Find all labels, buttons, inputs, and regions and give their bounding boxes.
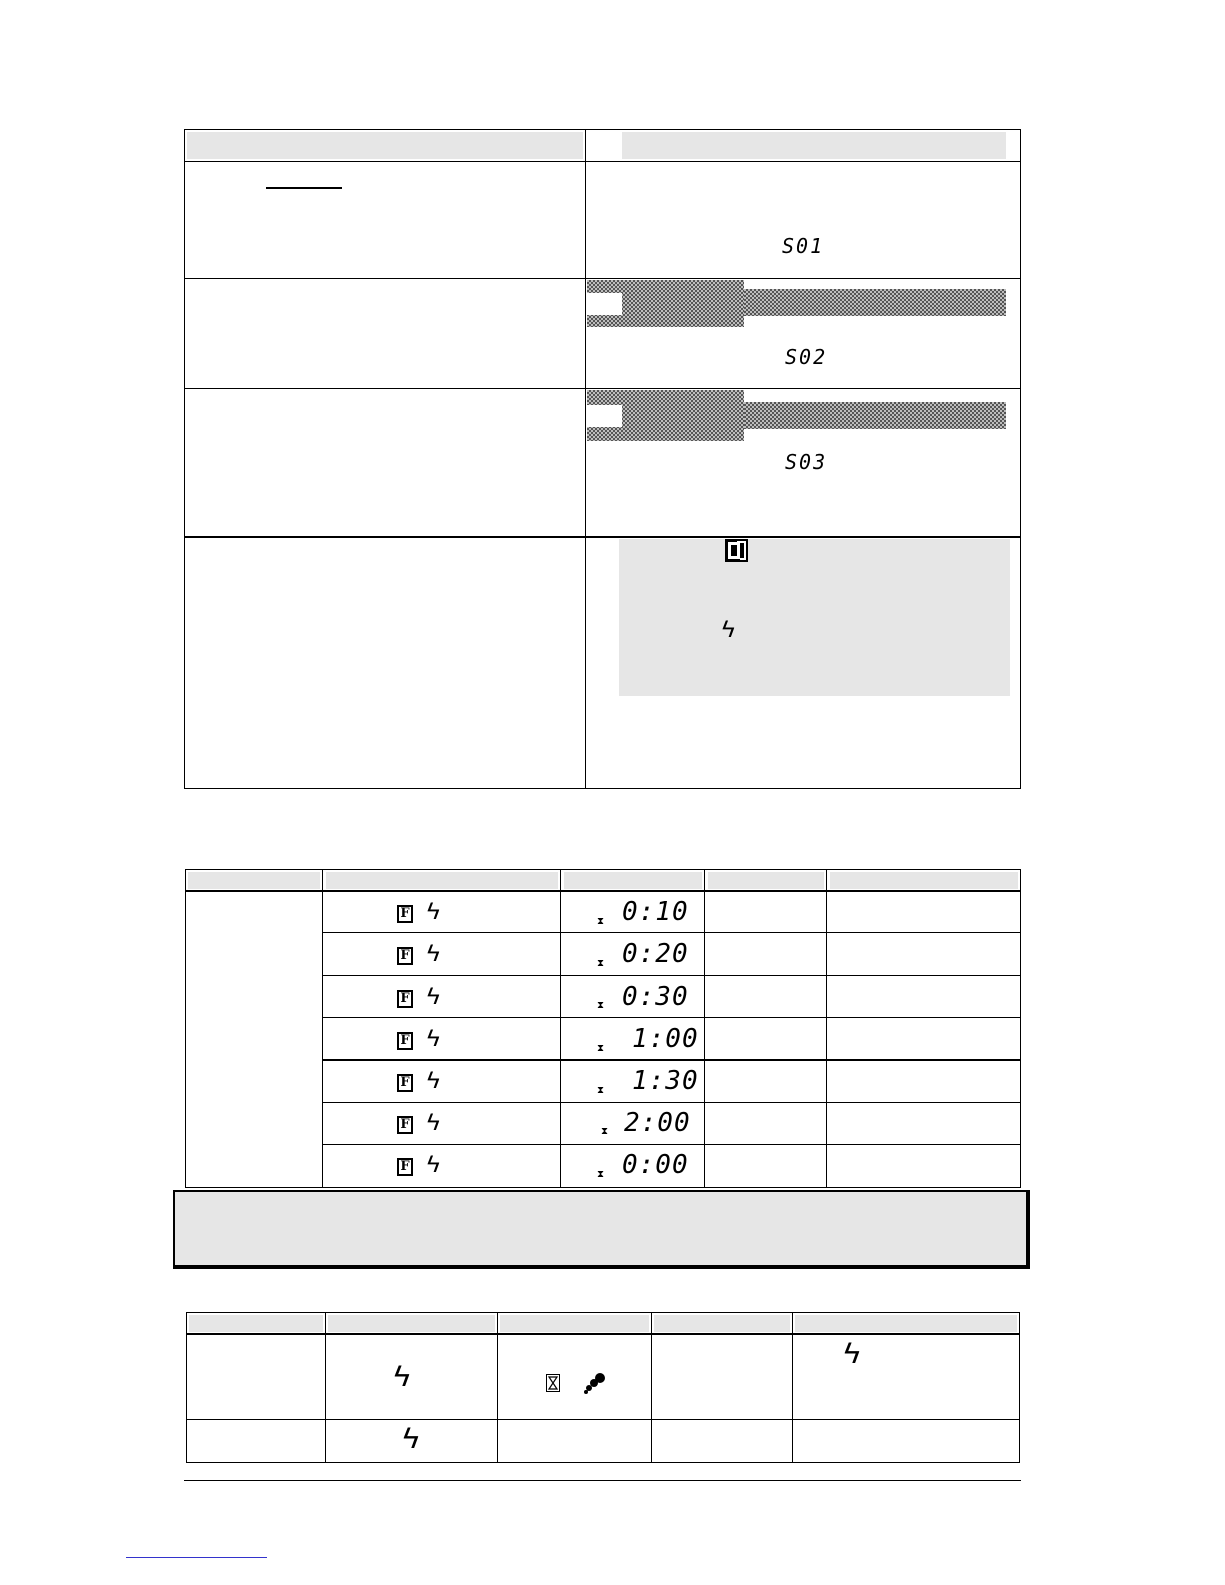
timer-value: 1:00 (632, 1024, 699, 1054)
hourglass-icon: ⧗ (597, 1000, 605, 1011)
timer-value: 0:10 (622, 897, 689, 927)
filter-icon: F (397, 1158, 413, 1176)
lightning-icon: ϟ (427, 983, 440, 1010)
lightning-icon: ϟ (427, 1067, 440, 1094)
filter-icon: F (397, 947, 413, 965)
table-1-header-right (622, 132, 1006, 159)
lightning-icon: ϟ (427, 1025, 440, 1052)
filter-icon: F (397, 1032, 413, 1050)
filter-icon: F (397, 905, 413, 923)
steam-icon (583, 1370, 609, 1401)
hourglass-icon: ⧗ (601, 1126, 609, 1137)
hourglass-icon: ⧗ (597, 1169, 605, 1180)
lightning-icon: ϟ (394, 1360, 410, 1393)
hourglass-icon (546, 1374, 560, 1392)
lightning-icon: ϟ (403, 1422, 419, 1455)
hourglass-icon: ⧗ (597, 916, 605, 927)
lightning-icon: ϟ (722, 616, 735, 643)
timer-value: 0:30 (622, 982, 689, 1012)
lightning-icon: ϟ (427, 1151, 440, 1178)
filter-icon: F (397, 990, 413, 1008)
shaded-band (744, 289, 1006, 316)
timer-value: 1:30 (632, 1066, 699, 1096)
door-icon (725, 539, 748, 562)
table-2-header (188, 872, 320, 889)
code-s02: S02 (785, 345, 828, 369)
filter-icon: F (397, 1074, 413, 1092)
table-1-header-left (187, 132, 583, 159)
code-s01: S01 (782, 234, 825, 258)
lightning-icon: ϟ (844, 1337, 860, 1370)
lightning-icon: ϟ (427, 1109, 440, 1136)
note-box (173, 1190, 1030, 1269)
lightning-icon: ϟ (427, 940, 440, 967)
note-box (619, 539, 1010, 696)
filter-icon: F (397, 1116, 413, 1134)
code-s03: S03 (785, 450, 828, 474)
timer-value: 0:20 (622, 939, 689, 969)
hourglass-icon: ⧗ (597, 958, 605, 969)
hourglass-icon: ⧗ (597, 1043, 605, 1054)
timer-value: 2:00 (624, 1108, 691, 1138)
timer-value: 0:00 (622, 1150, 689, 1180)
table-3-header (189, 1315, 323, 1332)
hourglass-icon: ⧗ (597, 1085, 605, 1096)
footer-rule (184, 1480, 1021, 1481)
shaded-band (744, 402, 1006, 429)
underline-mark (266, 187, 342, 189)
lightning-icon: ϟ (427, 898, 440, 925)
footer-link-underline (126, 1557, 267, 1558)
